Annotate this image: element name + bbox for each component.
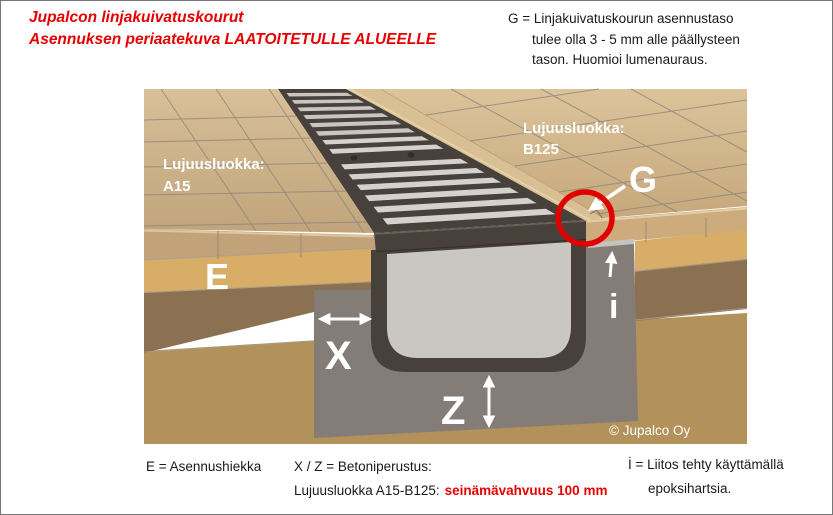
class-label-left: Lujuusluokka: xyxy=(163,156,265,173)
i-pointer-arrow xyxy=(610,254,612,277)
legend-i-line1: İ = Liitos tehty käyttämällä xyxy=(628,457,784,472)
legend-i-line2: epoksihartsia. xyxy=(648,480,732,496)
label-x: X xyxy=(325,334,352,378)
note-g-line2: tulee olla 3 - 5 mm alle päällysteen xyxy=(532,31,740,47)
label-e: E xyxy=(205,256,230,297)
document-title xyxy=(29,7,436,51)
legend-xz-line2 xyxy=(294,479,607,503)
installation-diagram xyxy=(1,1,833,515)
grate-screw-hole xyxy=(351,155,358,160)
class-value-right: B125 xyxy=(523,141,559,158)
title-line1: Jupalcon linjakuivatuskourut xyxy=(29,9,244,26)
grate-screw-hole xyxy=(408,152,415,157)
note-g-line1: G = Linjakuivatuskourun asennustaso xyxy=(508,11,734,26)
label-g: G xyxy=(629,159,658,200)
note-g-line3: tason. Huomioi lumenauraus. xyxy=(532,52,708,67)
class-label-right: Lujuusluokka: xyxy=(523,120,625,137)
legend-i xyxy=(628,453,784,500)
channel-interior xyxy=(387,242,571,358)
legend-xz-line1: X / Z = Betoniperustus: xyxy=(294,459,432,474)
label-i: i xyxy=(609,288,619,326)
label-z: Z xyxy=(441,389,466,433)
legend-e-text: E = Asennushiekka xyxy=(146,459,262,474)
title-line2: Asennuksen periaatekuva LAATOITETULLE ALUEELLE xyxy=(29,31,437,48)
legend-e xyxy=(146,455,261,479)
legend-xz xyxy=(294,455,607,502)
grate-slat xyxy=(287,93,353,97)
copyright-notice: © Jupalco Oy xyxy=(609,423,691,438)
note-g xyxy=(508,9,740,71)
legend-xz-class: Lujuusluokka A15-B125: xyxy=(294,482,440,498)
class-value-left: A15 xyxy=(163,178,191,195)
legend-xz-wall-thickness: seinämävahvuus 100 mm xyxy=(444,482,608,498)
